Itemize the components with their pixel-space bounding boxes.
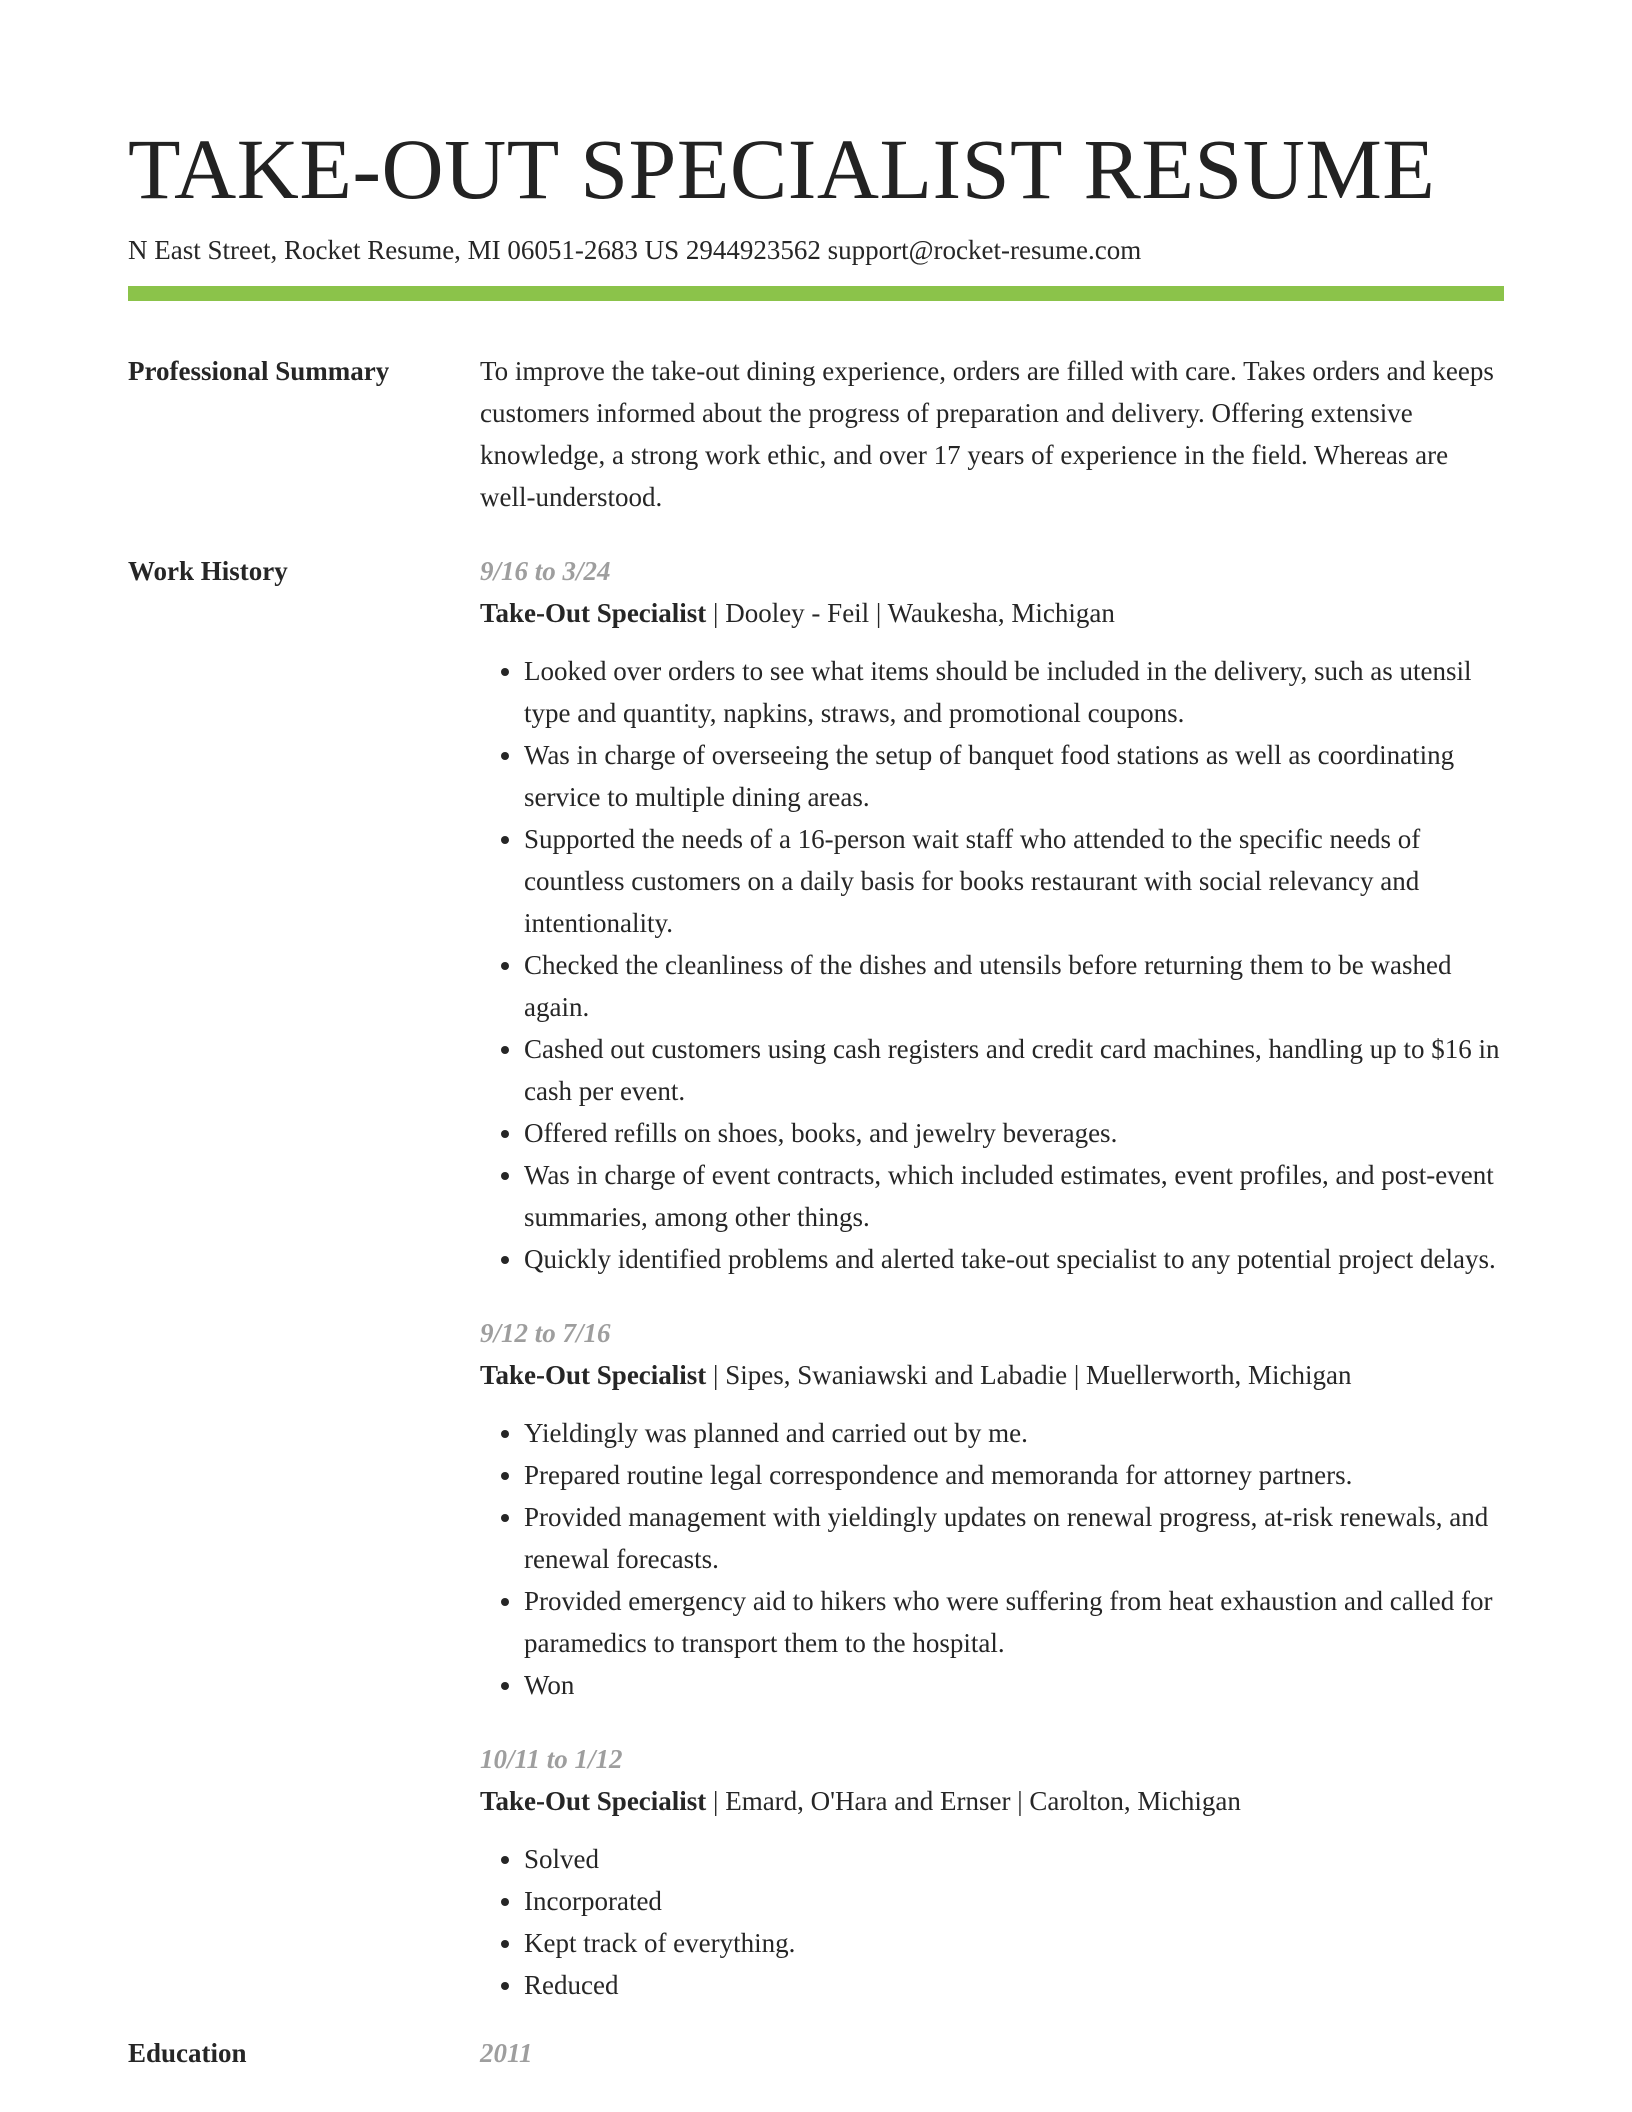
- job-dates: 9/16 to 3/24: [480, 556, 611, 586]
- contact-info: N East Street, Rocket Resume, MI 06051-2683 US 2944923562 support@rocket-resume.com: [128, 235, 1142, 265]
- job-title: Take-Out Specialist: [480, 1786, 707, 1816]
- job-bullet: • Looked over orders to see what items should be included in the delivery, such as utensil type and quantity, napkins, straws, and promotional coupons.: [524, 650, 1504, 734]
- job-entry: [480, 550, 1504, 1280]
- work-history-heading: Work History: [128, 556, 288, 586]
- section-spacer: [128, 518, 1504, 550]
- job-bullet: • Incorporated: [524, 1880, 1504, 1922]
- job-bullet: • Quickly identified problems and alerted take-out specialist to any potential project delays.: [524, 1238, 1504, 1280]
- job-title: Take-Out Specialist: [480, 598, 707, 628]
- education-body: [480, 2032, 1504, 2074]
- job-heading: [480, 1780, 1504, 1822]
- job-details: | Dooley - Feil | Waukesha, Michigan: [706, 598, 1115, 628]
- job-dates: 9/12 to 7/16: [480, 1318, 611, 1348]
- job-bullet: • Reduced: [524, 1964, 1504, 2006]
- job-bullets: [480, 1412, 1504, 1706]
- job-bullet: • Provided emergency aid to hikers who were suffering from heat exhaustion and called for paramedics to transport them to the hospital.: [524, 1580, 1504, 1664]
- job-details: | Sipes, Swaniawski and Labadie | Muellerworth, Michigan: [706, 1360, 1352, 1390]
- job-bullet: • Was in charge of event contracts, which included estimates, event profiles, and post-event summaries, among other things.: [524, 1154, 1504, 1238]
- job-dates: 10/11 to 1/12: [480, 1744, 623, 1774]
- summary-heading: Professional Summary: [128, 356, 390, 386]
- resume-title: TAKE-OUT SPECIALIST RESUME: [128, 121, 1436, 217]
- job-title: Take-Out Specialist: [480, 1360, 707, 1390]
- section-spacer: [128, 2006, 1504, 2032]
- education-year: 2011: [480, 2038, 533, 2068]
- job-bullet: • Won: [524, 1664, 1504, 1706]
- accent-divider: [128, 286, 1504, 301]
- summary-body: [480, 350, 1504, 518]
- job-heading: [480, 592, 1504, 634]
- job-bullet: • Offered refills on shoes, books, and jewelry beverages.: [524, 1112, 1504, 1154]
- job-entry: [480, 1312, 1504, 1706]
- job-bullet: • Provided management with yieldingly updates on renewal progress, at-risk renewals, and renewal forecasts.: [524, 1496, 1504, 1580]
- job-bullet: • Checked the cleanliness of the dishes and utensils before returning them to be washed again.: [524, 944, 1504, 1028]
- job-bullets: [480, 1838, 1504, 2006]
- education-section: [128, 2032, 1504, 2074]
- job-bullet: • Kept track of everything.: [524, 1922, 1504, 1964]
- job-entry: [480, 1738, 1504, 2006]
- job-bullet: • Prepared routine legal correspondence and memoranda for attorney partners.: [524, 1454, 1504, 1496]
- job-bullet: • Yieldingly was planned and carried out by me.: [524, 1412, 1504, 1454]
- summary-section: [128, 350, 1504, 518]
- work-history-section: [128, 550, 1504, 2006]
- job-bullets: [480, 650, 1504, 1280]
- job-bullet: • Was in charge of overseeing the setup of banquet food stations as well as coordinating service to multiple dining areas.: [524, 734, 1504, 818]
- resume-content: [128, 350, 1504, 2074]
- job-details: | Emard, O'Hara and Ernser | Carolton, Michigan: [706, 1786, 1241, 1816]
- job-bullet: • Solved: [524, 1838, 1504, 1880]
- education-heading: Education: [128, 2038, 247, 2068]
- job-bullet: • Cashed out customers using cash registers and credit card machines, handling up to $16 in cash per event.: [524, 1028, 1504, 1112]
- job-bullet: • Supported the needs of a 16-person wait staff who attended to the specific needs of countless customers on a daily basis for books restaurant with social relevancy and intentionality.: [524, 818, 1504, 944]
- job-heading: [480, 1354, 1504, 1396]
- summary-text: To improve the take-out dining experience, orders are filled with care. Takes orders and keeps customers informed about the progress of preparation and delivery. Offering extensive knowledge, a strong work ethic, and over 17 years of experience in the field. Whereas are well-understood.: [480, 356, 1494, 512]
- work-history-body: [480, 550, 1504, 2006]
